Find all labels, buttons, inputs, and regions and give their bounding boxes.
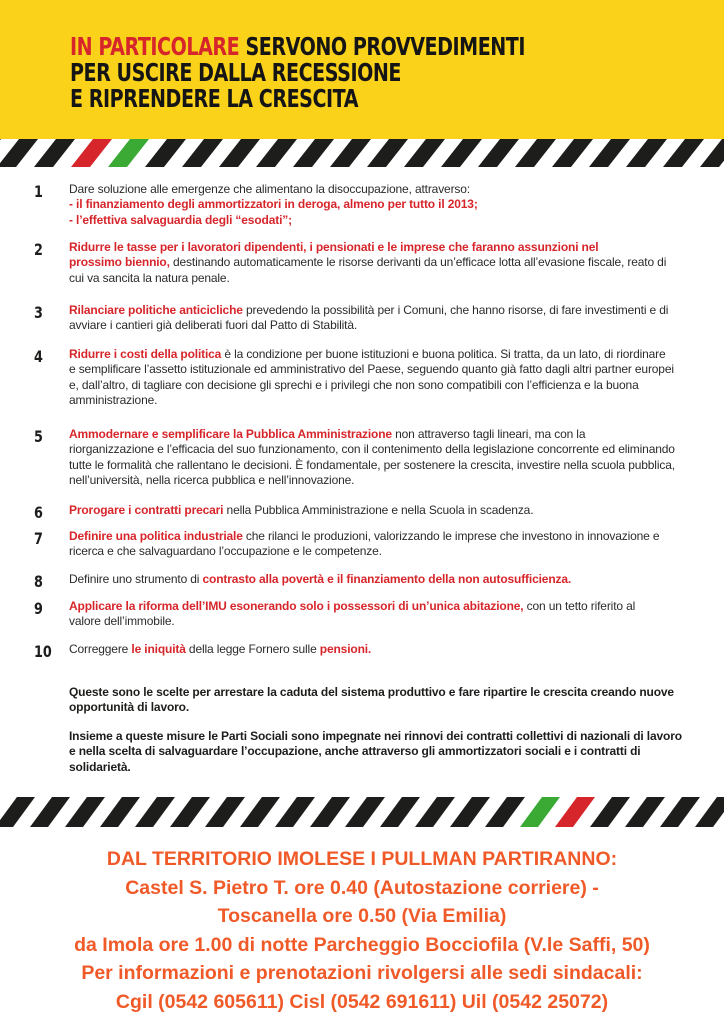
proposal-text bbox=[69, 599, 687, 630]
highlighted-text: le iniquità bbox=[131, 642, 186, 656]
headline-line-2: PER USCIRE DALLA RECESSIONE bbox=[70, 58, 402, 87]
proposal-text-line bbox=[69, 240, 687, 255]
body-text: avviare i cantieri già deliberati fuori dal Patto di Stabilità. bbox=[69, 318, 358, 333]
proposal-text-line bbox=[69, 197, 687, 212]
proposal-text-line bbox=[69, 378, 687, 393]
proposal-text-line bbox=[69, 255, 687, 270]
proposal-text-line bbox=[69, 213, 687, 228]
body-text: e, dall’altro, di tagliare con decisione gli sprechi e i privilegi che non sono compatibili con l’efficienza e la buona bbox=[69, 377, 639, 392]
highlighted-text: contrasto alla povertà e il finanziamento della non autosufficienza. bbox=[202, 572, 572, 586]
proposal-number: 1 bbox=[34, 182, 43, 201]
body-text: Correggere bbox=[69, 642, 132, 656]
proposal-text bbox=[69, 347, 687, 409]
highlighted-text: Ammodernare e semplificare la Pubblica Amministrazione bbox=[69, 427, 392, 441]
proposal-number: 8 bbox=[34, 572, 43, 591]
footer-line: Per informazioni e prenotazioni rivolgersi alle sedi sindacali: bbox=[81, 962, 643, 985]
proposal-text bbox=[69, 529, 687, 560]
body-text: valore dell’immobile. bbox=[69, 614, 175, 629]
bus-departure-info bbox=[0, 827, 724, 1024]
headline-line-1 bbox=[70, 34, 538, 60]
stripe-divider-bottom bbox=[0, 797, 724, 827]
proposal-number: 2 bbox=[34, 240, 43, 259]
closing-paragraph-2: Insieme a queste misure le Parti Sociali sono impegnate nei rinnovi dei contratti collettivi di nazionali di lavoro e nella scelta di salvaguardare l’occupazione, anche attraverso gli ammortizzatori sociali e i contratti di solidarietà. bbox=[69, 729, 682, 774]
footer-line: DAL TERRITORIO IMOLESE I PULLMAN PARTIRANNO: bbox=[106, 848, 618, 870]
body-text: che rilanci le produzioni, valorizzando le imprese che investono in innovazione e bbox=[242, 529, 660, 543]
proposal-text-line bbox=[69, 473, 687, 488]
highlighted-text: prossimo biennio, bbox=[69, 255, 170, 270]
body-text: prevedendo la possibilità per i Comuni, che hanno risorse, di fare investimenti e di bbox=[242, 303, 669, 317]
highlighted-text: Definire una politica industriale bbox=[69, 529, 243, 543]
proposal-text-line bbox=[69, 362, 687, 377]
proposal-text-line bbox=[69, 271, 687, 286]
proposal-text-line bbox=[69, 599, 687, 614]
proposal-text-line bbox=[69, 303, 687, 318]
body-text: Definire uno strumento di bbox=[69, 572, 203, 586]
body-text: nella Pubblica Amministrazione e nella Scuola in scadenza. bbox=[223, 503, 534, 517]
footer-line: Toscanella ore 0.50 (Via Emilia) bbox=[217, 905, 507, 928]
headline-line-1-rest: SERVONO PROVVEDIMENTI bbox=[245, 32, 526, 61]
proposal-text-line bbox=[69, 614, 687, 629]
proposal-text bbox=[69, 642, 687, 657]
proposal-text-line bbox=[69, 318, 687, 333]
highlighted-text: - il finanziamento degli ammortizzatori in deroga, almeno per tutto il 2013; bbox=[69, 197, 478, 212]
proposal-number: 9 bbox=[34, 599, 43, 618]
proposal-text-line bbox=[69, 503, 687, 518]
body-text: ricerca e che salvaguardano l’occupazione e le competenze. bbox=[69, 544, 382, 559]
footer-line: Cgil (0542 605611) Cisl (0542 691611) Uil (0542 25072) bbox=[115, 990, 609, 1013]
footer-line: Castel S. Pietro T. ore 0.40 (Autostazione corriere) - bbox=[125, 876, 599, 899]
body-text: nell’università, nella ricerca pubblica e nell’innovazione. bbox=[69, 473, 355, 488]
proposal-text bbox=[69, 572, 687, 587]
proposal-number: 6 bbox=[34, 503, 43, 522]
proposal-text-line bbox=[69, 427, 687, 442]
highlighted-text: Ridurre i costi della politica bbox=[69, 347, 222, 361]
header-band bbox=[0, 0, 724, 150]
body-text: e semplificare l’assetto istituzionale ed amministrativo del Paese, seguendo quanto già fatto dagli altri partner europei bbox=[69, 362, 674, 377]
proposal-text-line bbox=[69, 642, 687, 657]
highlighted-text: Ridurre le tasse per i lavoratori dipendenti, i pensionati e le imprese che faranno assunzioni nel bbox=[69, 240, 599, 254]
proposal-number: 4 bbox=[34, 347, 43, 366]
body-text: tutte le formalità che rallentano le decisioni. È fondamentale, per sostenere la crescita, investire nella scuola pubblica, bbox=[69, 457, 675, 472]
body-text: riorganizzazione e l’efficacia del suo funzionamento, con il contenimento della legislazione concorrente ed eliminando bbox=[69, 442, 675, 457]
proposal-number: 10 bbox=[34, 642, 52, 661]
headline bbox=[70, 34, 538, 112]
proposal-text bbox=[69, 503, 687, 518]
proposal-text-line bbox=[69, 529, 687, 544]
highlighted-text: pensioni. bbox=[319, 642, 372, 656]
body-text: cui va sancita la natura penale. bbox=[69, 270, 230, 285]
highlighted-text: Applicare la riforma dell’IMU esonerando solo i possessori di un’unica abitazione, bbox=[69, 599, 524, 613]
proposal-text bbox=[69, 240, 687, 286]
closing-paragraph-1: Queste sono le scelte per arrestare la caduta del sistema produttivo e fare ripartire le crescita creando nuove opportunità di lavoro. bbox=[69, 685, 674, 715]
highlighted-text: Prorogare i contratti precari bbox=[69, 503, 224, 517]
proposal-number: 3 bbox=[34, 303, 43, 322]
footer-line: da Imola ore 1.00 di notte Parcheggio Bocciofila (V.le Saffi, 50) bbox=[74, 933, 650, 956]
proposal-text-line bbox=[69, 347, 687, 362]
headline-line-3: E RIPRENDERE LA CRESCITA bbox=[70, 84, 359, 113]
proposal-text-line bbox=[69, 442, 687, 457]
proposal-text-line bbox=[69, 544, 687, 559]
body-text: amministrazione. bbox=[69, 393, 158, 408]
body-text: Dare soluzione alle emergenze che alimentano la disoccupazione, attraverso: bbox=[69, 182, 470, 196]
body-text: della legge Fornero sulle bbox=[185, 642, 320, 656]
body-text: non attraverso tagli lineari, ma con la bbox=[391, 427, 586, 441]
proposal-number: 5 bbox=[34, 427, 43, 446]
proposal-text bbox=[69, 303, 687, 334]
proposal-text-line bbox=[69, 458, 687, 473]
proposal-number: 7 bbox=[34, 529, 43, 548]
body-text: destinando automaticamente le risorse derivanti da un’efficace lotta all’evasione fiscale, reato di bbox=[169, 255, 667, 270]
proposal-text-line bbox=[69, 393, 687, 408]
headline-accent: IN PARTICOLARE bbox=[70, 32, 240, 61]
footer-lines bbox=[0, 845, 724, 1017]
proposal-text-line bbox=[69, 572, 687, 587]
body-text: con un tetto riferito al bbox=[523, 599, 636, 613]
proposal-text-line bbox=[69, 182, 687, 197]
body-text: è la condizione per buone istituzioni e buona politica. Si tratta, da un lato, di riordinare bbox=[221, 347, 666, 361]
proposal-text bbox=[69, 427, 687, 489]
highlighted-text: - l’effettiva salvaguardia degli “esodati”; bbox=[69, 212, 292, 227]
content-panel bbox=[0, 167, 724, 807]
stripe-divider-top bbox=[0, 139, 724, 167]
highlighted-text: Rilanciare politiche anticicliche bbox=[69, 303, 243, 317]
proposal-text bbox=[69, 182, 687, 228]
